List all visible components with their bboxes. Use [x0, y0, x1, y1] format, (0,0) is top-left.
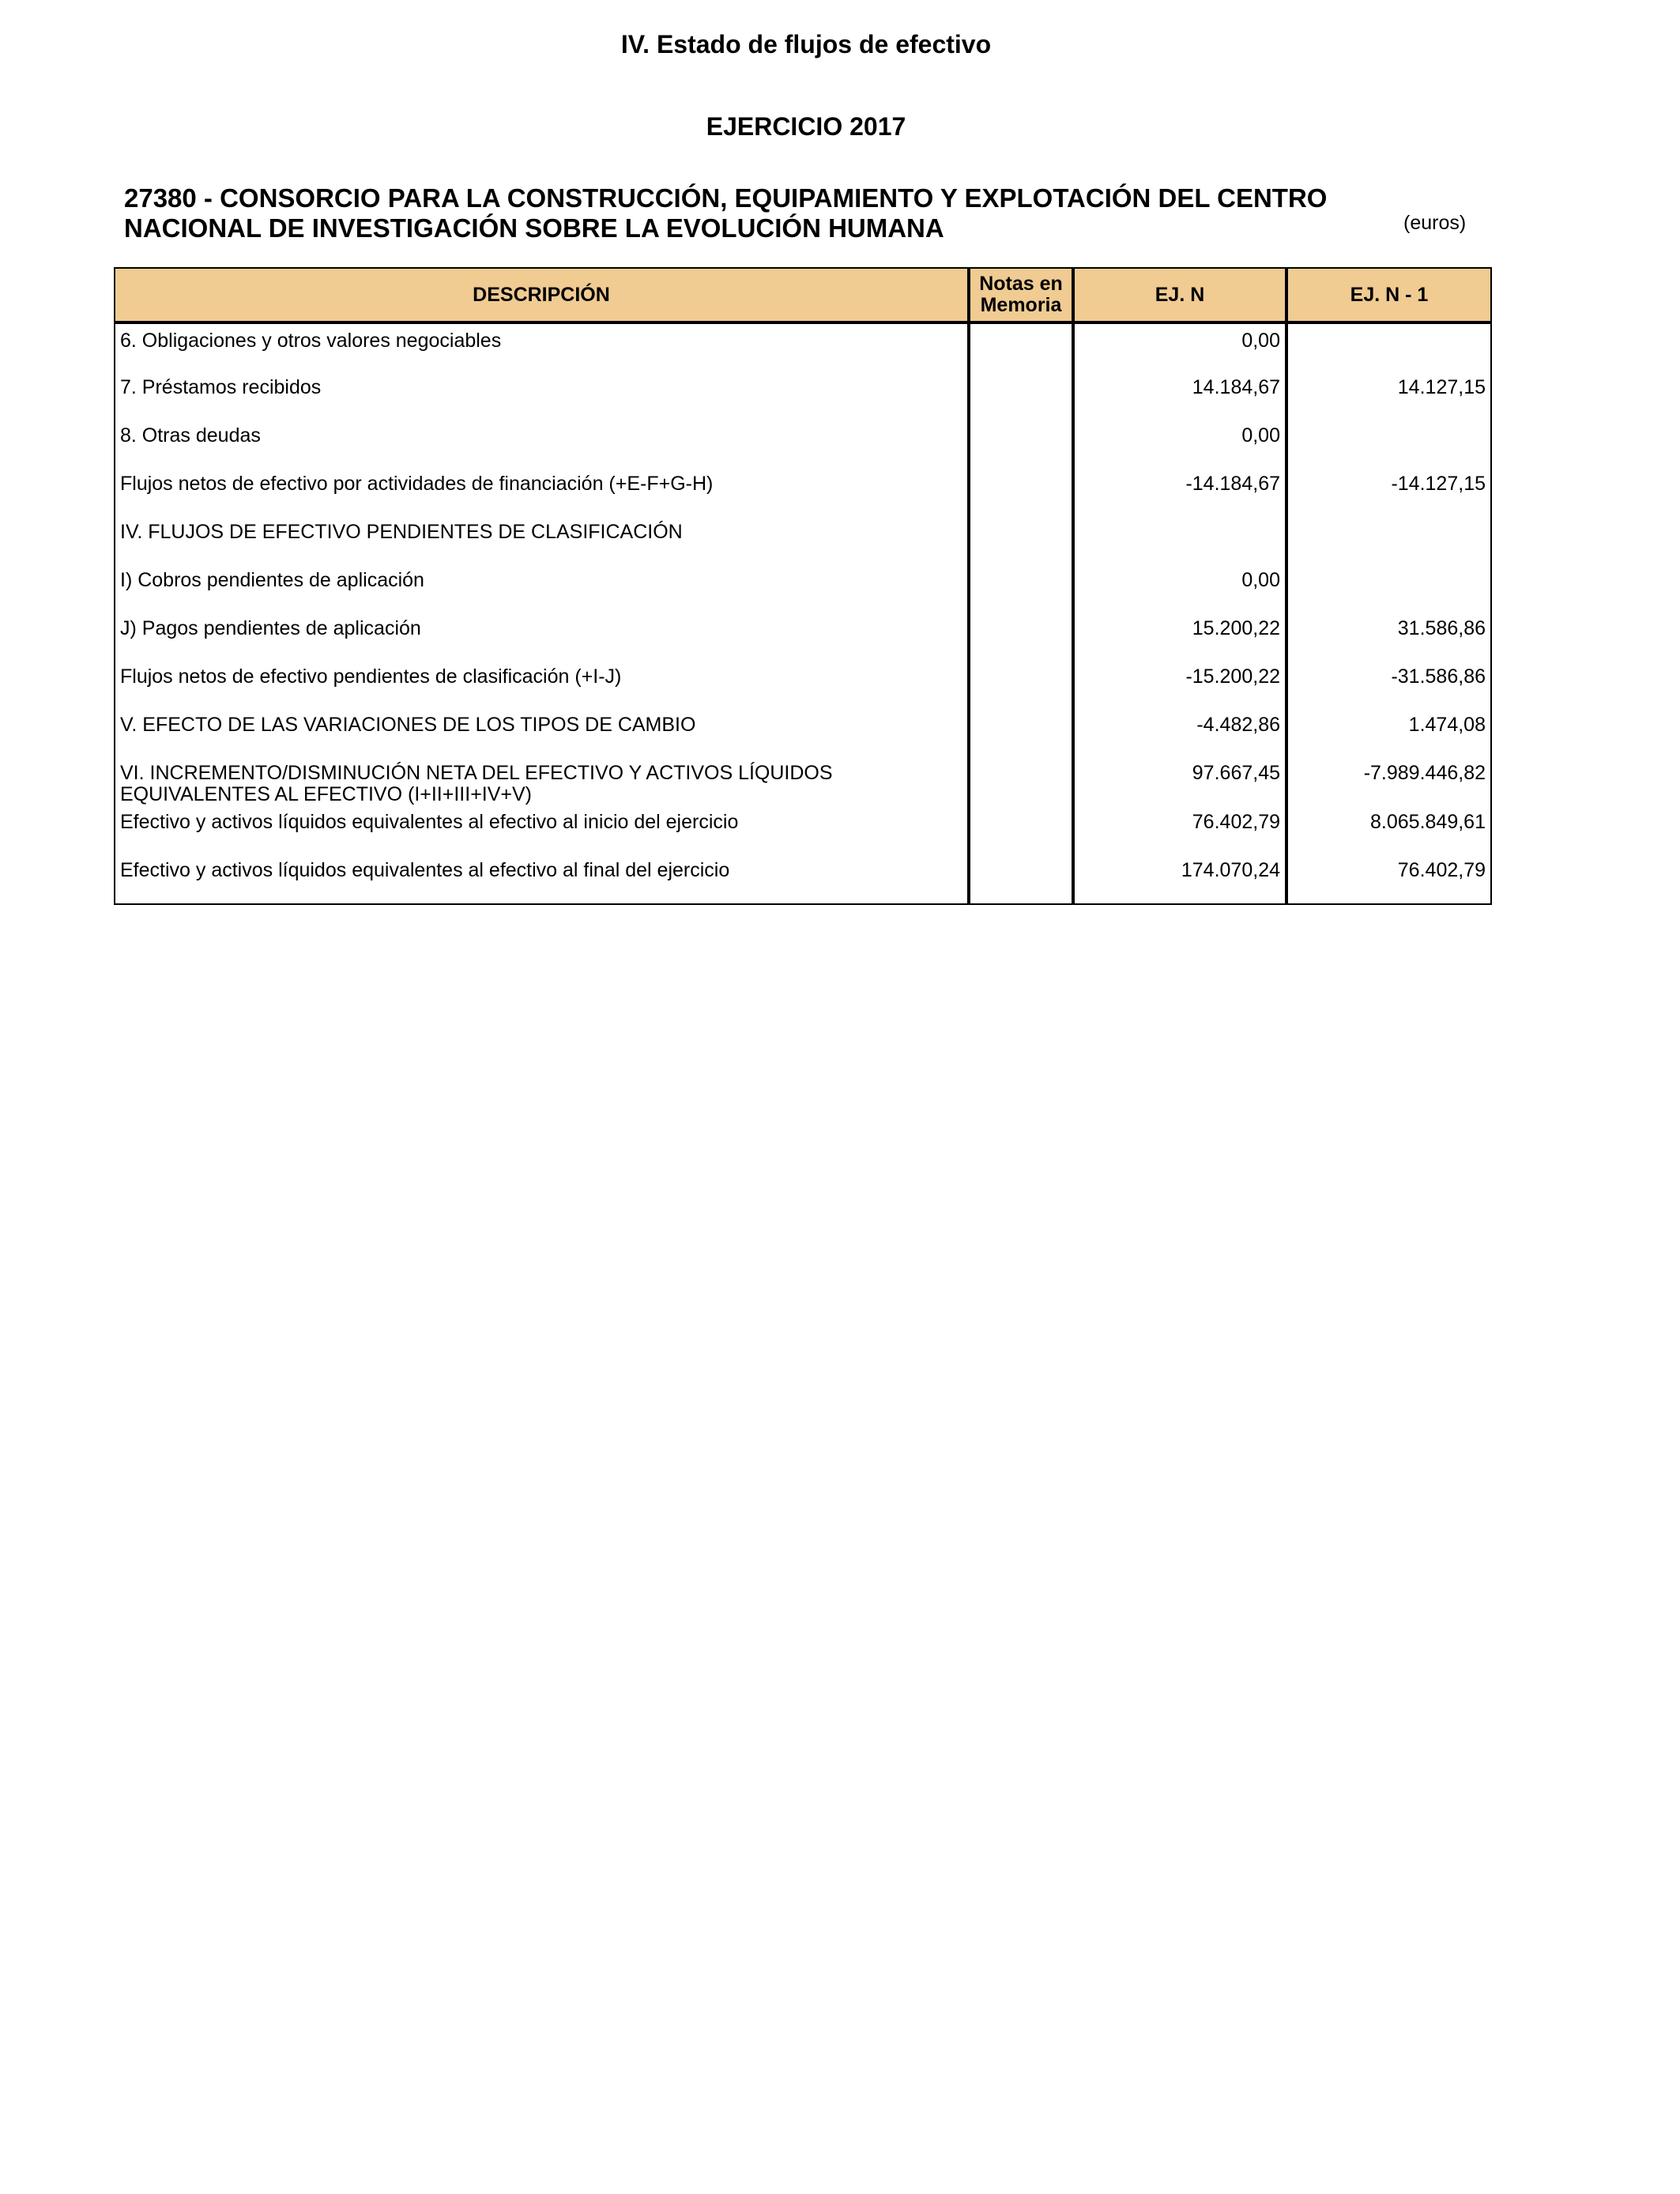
row-description	[115, 805, 969, 854]
row-previous-year-value	[1286, 419, 1491, 467]
table-row	[115, 708, 1491, 756]
row-current-year-value	[1073, 515, 1286, 564]
table-header-row	[115, 268, 1491, 322]
page-title: IV. Estado de flujos de efectivo	[620, 30, 992, 58]
row-notes	[969, 371, 1073, 419]
row-description-line-1: 7. Préstamos recibidos	[120, 376, 322, 398]
row-description-line-1: I) Cobros pendientes de aplicación	[120, 569, 424, 591]
row-previous-year-value: 76.402,79	[1286, 854, 1491, 904]
row-description	[115, 467, 969, 515]
row-description-line-1: 6. Obligaciones y otros valores negociables	[120, 330, 502, 352]
row-previous-year-value: -14.127,15	[1286, 467, 1491, 515]
row-description-line-1: IV. FLUJOS DE EFECTIVO PENDIENTES DE CLASIFICACIÓN	[120, 521, 683, 543]
table-row	[115, 467, 1491, 515]
table-row	[115, 371, 1491, 419]
row-description-line-1: V. EFECTO DE LAS VARIACIONES DE LOS TIPOS DE CAMBIO	[120, 714, 696, 736]
row-description	[115, 515, 969, 564]
row-description	[115, 854, 969, 904]
row-notes	[969, 322, 1073, 371]
row-previous-year-value: 1.474,08	[1286, 708, 1491, 756]
row-description-line-1: J) Pagos pendientes de aplicación	[120, 617, 421, 639]
row-current-year-value: 0,00	[1073, 322, 1286, 371]
row-previous-year-value: 31.586,86	[1286, 612, 1491, 660]
row-description	[115, 564, 969, 612]
row-description-line-1: Flujos netos de efectivo por actividades de financiación (+E-F+G-H)	[120, 473, 714, 495]
row-current-year-value: 14.184,67	[1073, 371, 1286, 419]
row-notes	[969, 515, 1073, 564]
row-description-line-1: Efectivo y activos líquidos equivalentes al efectivo al inicio del ejercicio	[120, 811, 739, 833]
row-description-line-1: Efectivo y activos líquidos equivalentes al efectivo al final del ejercicio	[120, 859, 730, 881]
row-current-year-value: -15.200,22	[1073, 660, 1286, 708]
row-description-line-1: VI. INCREMENTO/DISMINUCIÓN NETA DEL EFECTIVO Y ACTIVOS LÍQUIDOS	[120, 762, 833, 784]
table-row	[115, 612, 1491, 660]
entity-name-line-2: NACIONAL DE INVESTIGACIÓN SOBRE LA EVOLUCIÓN HUMANA	[124, 213, 944, 243]
row-current-year-value: 0,00	[1073, 419, 1286, 467]
row-previous-year-value: -31.586,86	[1286, 660, 1491, 708]
row-notes	[969, 660, 1073, 708]
column-header-description: DESCRIPCIÓN	[115, 268, 969, 322]
row-description-line-1: Flujos netos de efectivo pendientes de clasificación (+I-J)	[120, 665, 622, 688]
row-previous-year-value: -7.989.446,82	[1286, 756, 1491, 805]
row-notes	[969, 564, 1073, 612]
table-row	[115, 805, 1491, 854]
row-notes	[969, 612, 1073, 660]
column-header-current-year: EJ. N	[1073, 268, 1286, 322]
row-description	[115, 660, 969, 708]
row-previous-year-value: 8.065.849,61	[1286, 805, 1491, 854]
row-description	[115, 612, 969, 660]
row-description	[115, 371, 969, 419]
row-notes	[969, 708, 1073, 756]
table-row	[115, 564, 1491, 612]
entity-name-line-1: 27380 - CONSORCIO PARA LA CONSTRUCCIÓN, EQUIPAMIENTO Y EXPLOTACIÓN DEL CENTRO	[124, 183, 1328, 213]
row-notes	[969, 854, 1073, 904]
row-notes	[969, 805, 1073, 854]
row-current-year-value: -4.482,86	[1073, 708, 1286, 756]
row-description	[115, 322, 969, 371]
row-current-year-value: 174.070,24	[1073, 854, 1286, 904]
row-notes	[969, 467, 1073, 515]
table-row	[115, 660, 1491, 708]
row-description	[115, 756, 969, 805]
column-header-notes-line-2: Memoria	[980, 294, 1062, 316]
row-description	[115, 708, 969, 756]
row-notes	[969, 756, 1073, 805]
row-current-year-value: 97.667,45	[1073, 756, 1286, 805]
row-description-line-1: 8. Otras deudas	[120, 424, 261, 447]
row-notes	[969, 419, 1073, 467]
row-previous-year-value	[1286, 322, 1491, 371]
table-row	[115, 322, 1491, 371]
row-current-year-value: -14.184,67	[1073, 467, 1286, 515]
row-current-year-value: 15.200,22	[1073, 612, 1286, 660]
row-description-line-2: EQUIVALENTES AL EFECTIVO (I+II+III+IV+V)	[120, 783, 533, 805]
table-body	[115, 322, 1491, 904]
column-header-notes	[969, 268, 1073, 322]
currency-units: (euros)	[1403, 212, 1467, 234]
row-current-year-value: 0,00	[1073, 564, 1286, 612]
entity-name	[124, 183, 1404, 243]
table-row	[115, 854, 1491, 904]
column-header-notes-line-1: Notas en	[979, 273, 1063, 295]
row-previous-year-value	[1286, 515, 1491, 564]
row-previous-year-value: 14.127,15	[1286, 371, 1491, 419]
fiscal-year-heading: EJERCICIO 2017	[706, 112, 906, 141]
table-row	[115, 515, 1491, 564]
column-header-previous-year: EJ. N - 1	[1286, 268, 1491, 322]
cash-flow-table	[114, 267, 1492, 905]
row-current-year-value: 76.402,79	[1073, 805, 1286, 854]
row-previous-year-value	[1286, 564, 1491, 612]
table-row	[115, 756, 1491, 805]
table-row	[115, 419, 1491, 467]
row-description	[115, 419, 969, 467]
